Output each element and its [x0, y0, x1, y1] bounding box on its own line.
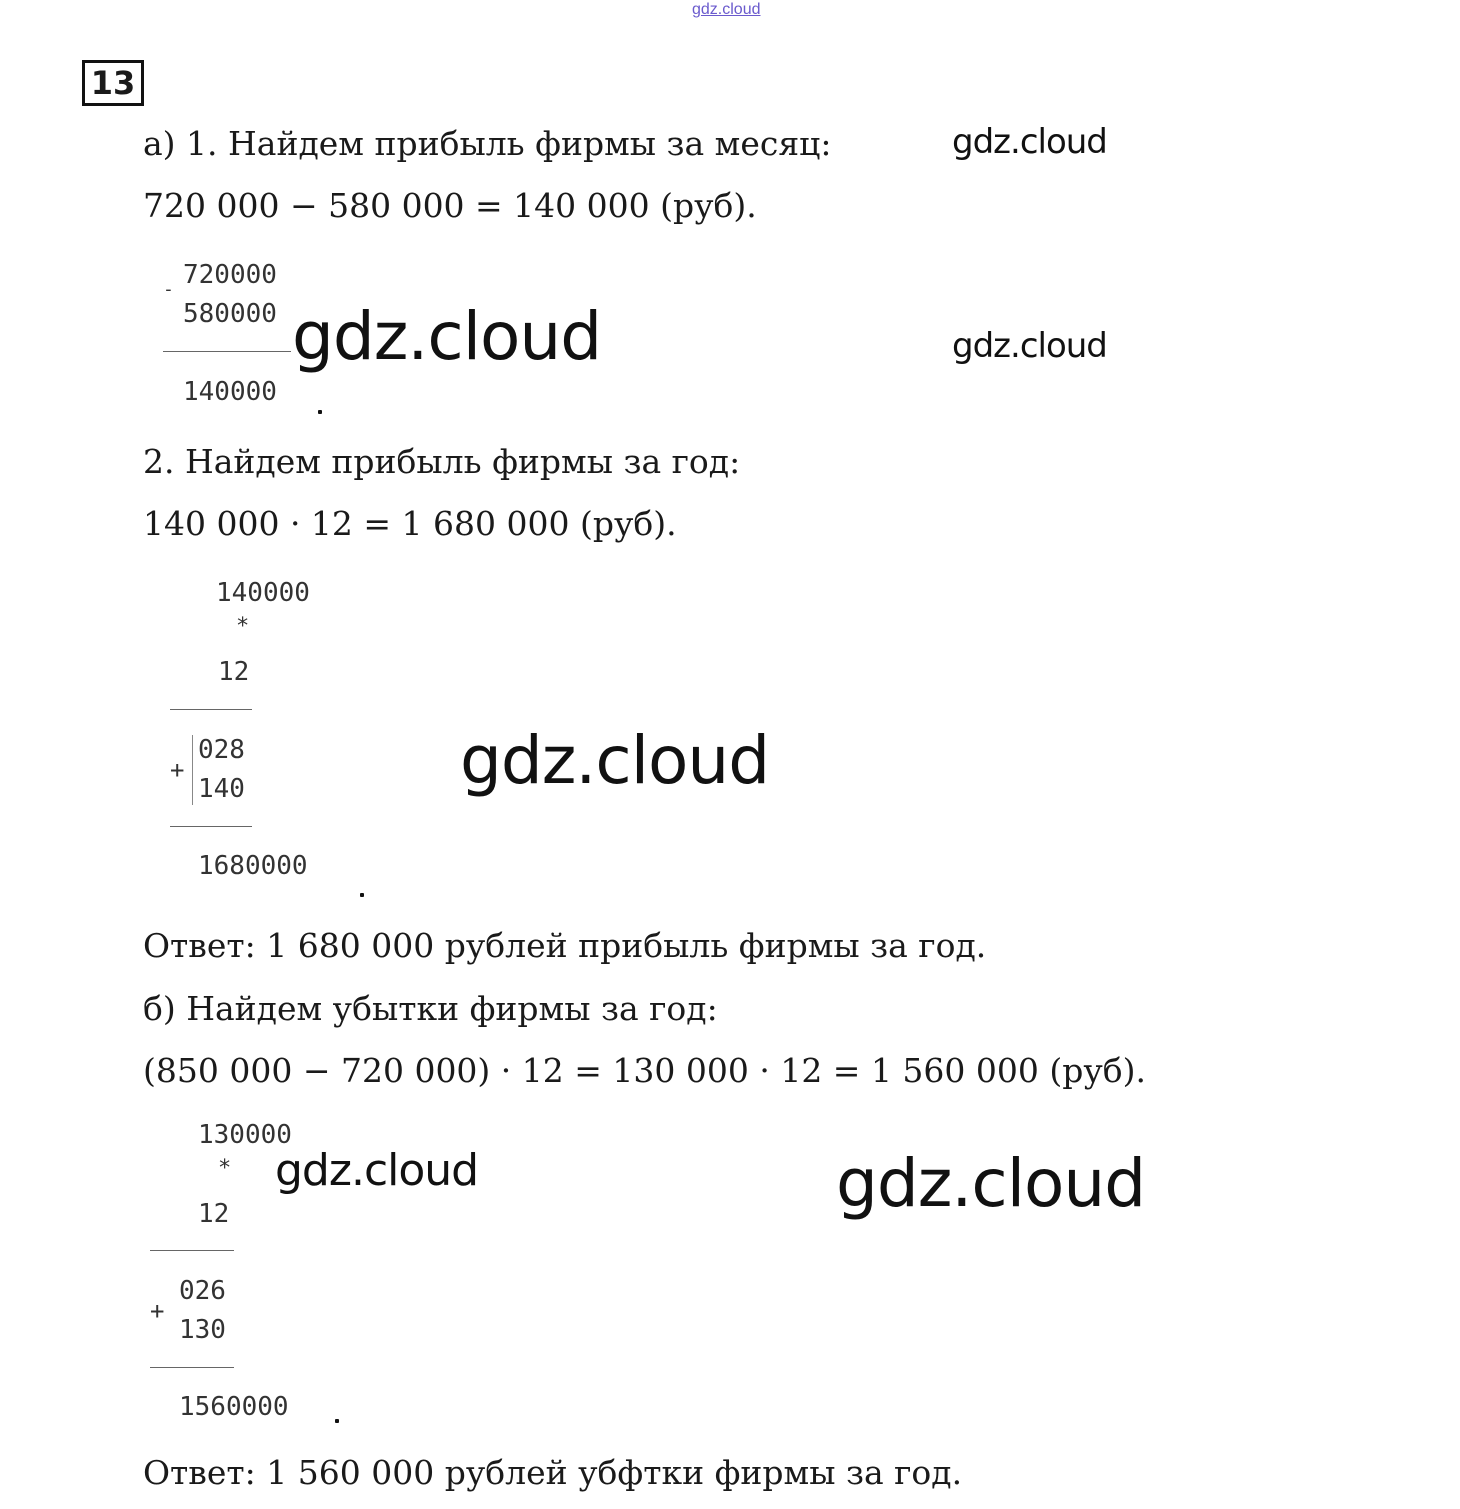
- period-mark: [318, 410, 322, 414]
- factor1: 130000: [198, 1120, 292, 1150]
- column-rule: [150, 1367, 234, 1368]
- subtrahend: 580000: [183, 299, 277, 329]
- times-sign: *: [236, 614, 250, 639]
- watermark: gdz.cloud: [836, 1145, 1146, 1222]
- watermark: gdz.cloud: [952, 122, 1107, 162]
- period-mark: [360, 893, 364, 897]
- difference: 140000: [183, 377, 277, 407]
- step1-equation: 720 000 − 580 000 = 140 000 (руб).: [143, 186, 757, 225]
- column-rule: [170, 709, 252, 710]
- partial-product-2: 130: [179, 1315, 226, 1345]
- product: 1680000: [198, 851, 308, 881]
- answer-b: Ответ: 1 560 000 рублей убфтки фирмы за год.: [143, 1453, 963, 1492]
- times-sign: *: [218, 1156, 232, 1181]
- part-b-heading: б) Найдем убытки фирмы за год:: [143, 989, 718, 1028]
- part-b-equation: (850 000 − 720 000) · 12 = 130 000 · 12 = 1 560 000 (руб).: [143, 1051, 1147, 1090]
- watermark: gdz.cloud: [952, 326, 1107, 366]
- step1-heading: а) 1. Найдем прибыль фирмы за месяц:: [143, 124, 832, 163]
- period-mark: [335, 1419, 339, 1423]
- partial-product-1: 028: [198, 735, 245, 765]
- factor1: 140000: [216, 578, 310, 608]
- column-rule: [150, 1250, 234, 1251]
- guide-line: [192, 735, 193, 805]
- source-link[interactable]: gdz.cloud: [692, 1, 761, 18]
- factor2: 12: [198, 1199, 230, 1229]
- step2-heading: 2. Найдем прибыль фирмы за год:: [143, 442, 741, 481]
- column-rule: [170, 826, 252, 827]
- partial-product-2: 140: [198, 774, 245, 804]
- watermark: gdz.cloud: [460, 722, 770, 799]
- task-number: 13: [82, 60, 144, 106]
- plus-sign: +: [170, 756, 185, 784]
- factor2: 12: [218, 657, 250, 687]
- column-rule: [163, 351, 291, 352]
- answer-a: Ответ: 1 680 000 рублей прибыль фирмы за год.: [143, 926, 987, 965]
- step2-equation: 140 000 · 12 = 1 680 000 (руб).: [143, 504, 677, 543]
- minuend: 720000: [183, 260, 277, 290]
- watermark: gdz.cloud: [275, 1145, 479, 1196]
- watermark: gdz.cloud: [292, 298, 602, 375]
- partial-product-1: 026: [179, 1276, 226, 1306]
- plus-sign: +: [150, 1297, 165, 1325]
- product: 1560000: [179, 1392, 289, 1422]
- minus-sign: -: [163, 279, 174, 300]
